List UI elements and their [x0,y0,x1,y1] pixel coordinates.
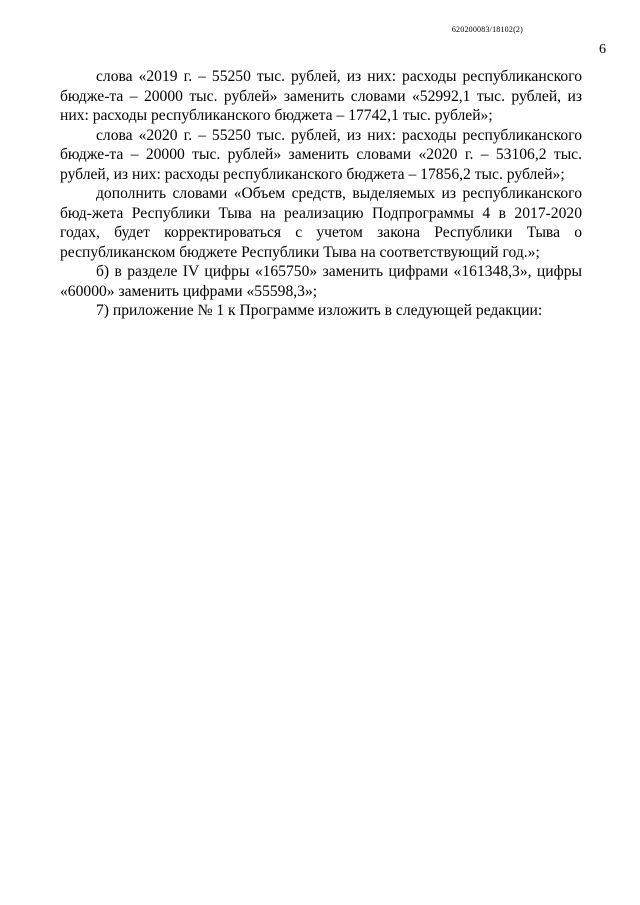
paragraph-funding-clause: дополнить словами «Объем средств, выделяемых из республиканского бюд-жета Республики Тыва на реализацию Подпрограммы 4 в 2017-2020 годах, будет корректироваться с учетом закона Республики Тыва о республиканском бюджете Республики Тыва на соответствующий год.»; [60,185,582,261]
paragraph-2020-amounts: слова «2020 г. – 55250 тыс. рублей, из них: расходы республиканского бюдже-та – 20000 тыс. рублей» заменить словами «2020 г. – 53106,2 тыс. рублей, из них: расходы республиканского бюджета – 17856,2 тыс. рублей»; [60,126,582,183]
document-id: 620200083/18102(2) [451,25,523,34]
paragraph-appendix-1: 7) приложение № 1 к Программе изложить в следующей редакции: [96,302,543,319]
document-body [60,67,582,321]
page-number: 6 [599,42,606,57]
paragraph-2019-amounts: слова «2019 г. – 55250 тыс. рублей, из них: расходы республиканского бюдже-та – 20000 тыс. рублей» заменить словами «52992,1 тыс. рублей, из них: расходы республиканского бюджета – 17742,1 тыс. рублей»; [60,68,582,124]
paragraph-section-iv: б) в разделе IV цифры «165750» заменить цифрами «161348,3», цифры «60000» заменить цифрами «55598,3»; [60,263,582,300]
